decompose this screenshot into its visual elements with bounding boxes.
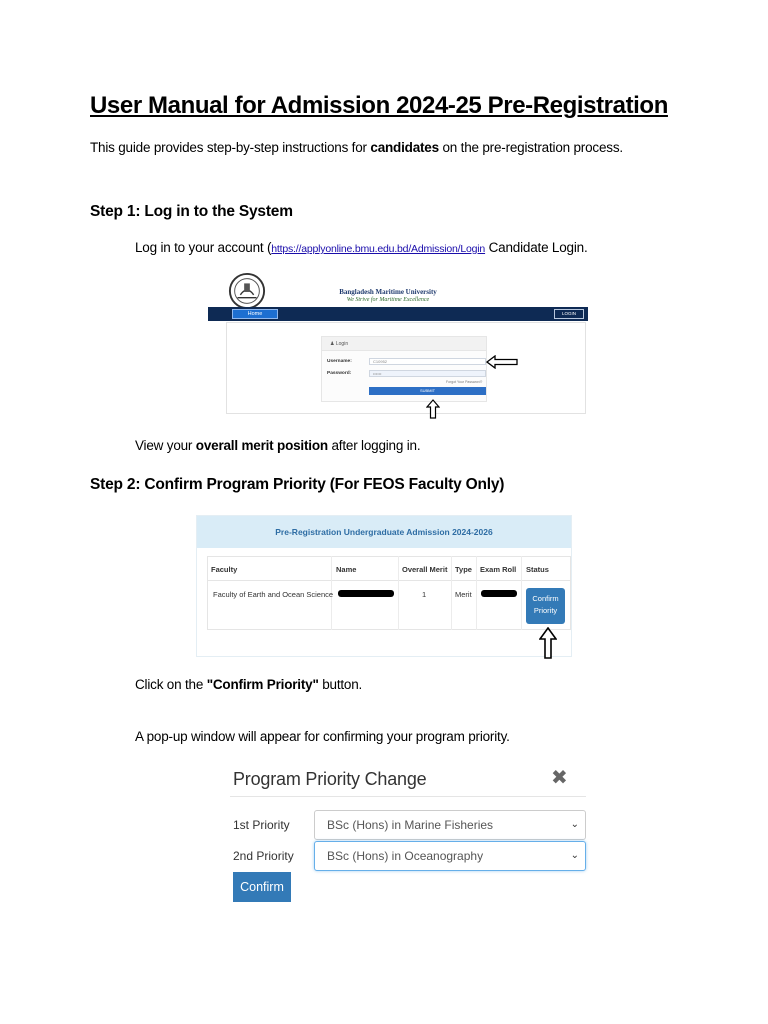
first-priority-value: BSc (Hons) in Marine Fisheries — [327, 818, 494, 832]
first-priority-label: 1st Priority — [233, 818, 290, 832]
click-paragraph — [135, 677, 362, 692]
university-motto: We Strive for Maritime Excellence — [346, 297, 430, 303]
col-divider — [398, 556, 399, 630]
header-exam-roll: Exam Roll — [480, 565, 517, 574]
header-faculty: Faculty — [211, 565, 238, 574]
click-bold: "Confirm Priority" — [206, 677, 319, 692]
confirm-button[interactable]: Confirm — [233, 872, 291, 902]
submit-button[interactable]: SUBMIT — [369, 387, 486, 395]
cell-merit: 1 — [422, 590, 427, 599]
header-overall-merit: Overall Merit — [402, 565, 448, 574]
header-type: Type — [455, 565, 472, 574]
popup-divider — [230, 796, 586, 797]
password-input[interactable]: •••••• — [369, 370, 486, 377]
username-input[interactable]: C10952 — [369, 358, 486, 365]
confirm-priority-button[interactable] — [526, 588, 565, 624]
nav-login-button[interactable]: LOGIN — [554, 309, 584, 319]
step1-heading: Step 1: Log in to the System — [90, 203, 293, 220]
login-screenshot — [208, 270, 588, 415]
login-panel-title: Login — [335, 341, 349, 347]
login-link[interactable]: https://applyonline.bmu.edu.bd/Admission/Login — [271, 243, 486, 255]
step2-heading: Step 2: Confirm Program Priority (For FEOS Faculty Only) — [90, 476, 505, 493]
popup-paragraph: A pop-up window will appear for confirming your program priority. — [135, 729, 510, 744]
first-priority-select[interactable] — [314, 810, 586, 840]
second-priority-select[interactable] — [314, 841, 586, 871]
chevron-down-icon: ⌄ — [570, 850, 579, 861]
arrow-up-icon — [539, 627, 557, 659]
cell-type: Merit — [455, 590, 472, 599]
confirm-priority-line2: Priority — [533, 606, 558, 615]
merit-bold: overall merit position — [195, 438, 328, 453]
login-panel — [321, 336, 487, 402]
forgot-password-link[interactable]: Forgot Your Password? — [446, 380, 483, 384]
username-label: Username: — [327, 359, 352, 364]
arrow-up-icon — [426, 399, 440, 419]
university-name: Bangladesh Maritime University — [339, 288, 437, 296]
merit-paragraph — [135, 438, 420, 453]
navbar — [208, 307, 588, 321]
redacted-exam-roll — [481, 590, 517, 597]
merit-text-end: after logging in. — [327, 438, 421, 453]
click-text-end: button. — [318, 677, 363, 692]
step1-text: Log in to your account ( — [135, 240, 272, 255]
close-icon[interactable]: ✖ — [551, 767, 568, 789]
col-divider — [476, 556, 477, 630]
header-name: Name — [336, 565, 357, 574]
popup-title: Program Priority Change — [233, 769, 427, 789]
password-label: Password: — [327, 371, 352, 376]
arrow-left-icon — [486, 355, 518, 369]
intro-text: This guide provides step-by-step instructions for — [90, 140, 371, 155]
click-text: Click on the — [135, 677, 207, 692]
intro-paragraph — [90, 140, 623, 155]
user-icon: ♟ — [330, 341, 336, 347]
table-header-rule — [207, 580, 571, 581]
header-status: Status — [526, 565, 549, 574]
admission-table-screenshot — [196, 515, 572, 657]
nav-home-button[interactable]: Home — [232, 309, 278, 319]
confirm-priority-line1: Confirm — [532, 594, 559, 603]
intro-text-end: on the pre-registration process. — [438, 140, 623, 155]
step1-text-end: Candidate Login. — [485, 240, 588, 255]
second-priority-value: BSc (Hons) in Oceanography — [327, 849, 484, 863]
university-logo-icon — [228, 272, 266, 310]
document-title: User Manual for Admission 2024-25 Pre-Registration — [90, 92, 668, 119]
chevron-down-icon: ⌄ — [570, 819, 579, 830]
intro-bold: candidates — [370, 140, 439, 155]
col-divider — [451, 556, 452, 630]
login-panel-header — [322, 337, 486, 351]
cell-faculty: Faculty of Earth and Ocean Science — [213, 590, 334, 599]
table-title: Pre-Registration Undergraduate Admission 2024-2026 — [197, 516, 571, 548]
second-priority-label: 2nd Priority — [233, 849, 294, 863]
merit-text: View your — [135, 438, 196, 453]
redacted-name — [338, 590, 394, 597]
col-divider — [521, 556, 522, 630]
step1-paragraph — [135, 240, 588, 255]
